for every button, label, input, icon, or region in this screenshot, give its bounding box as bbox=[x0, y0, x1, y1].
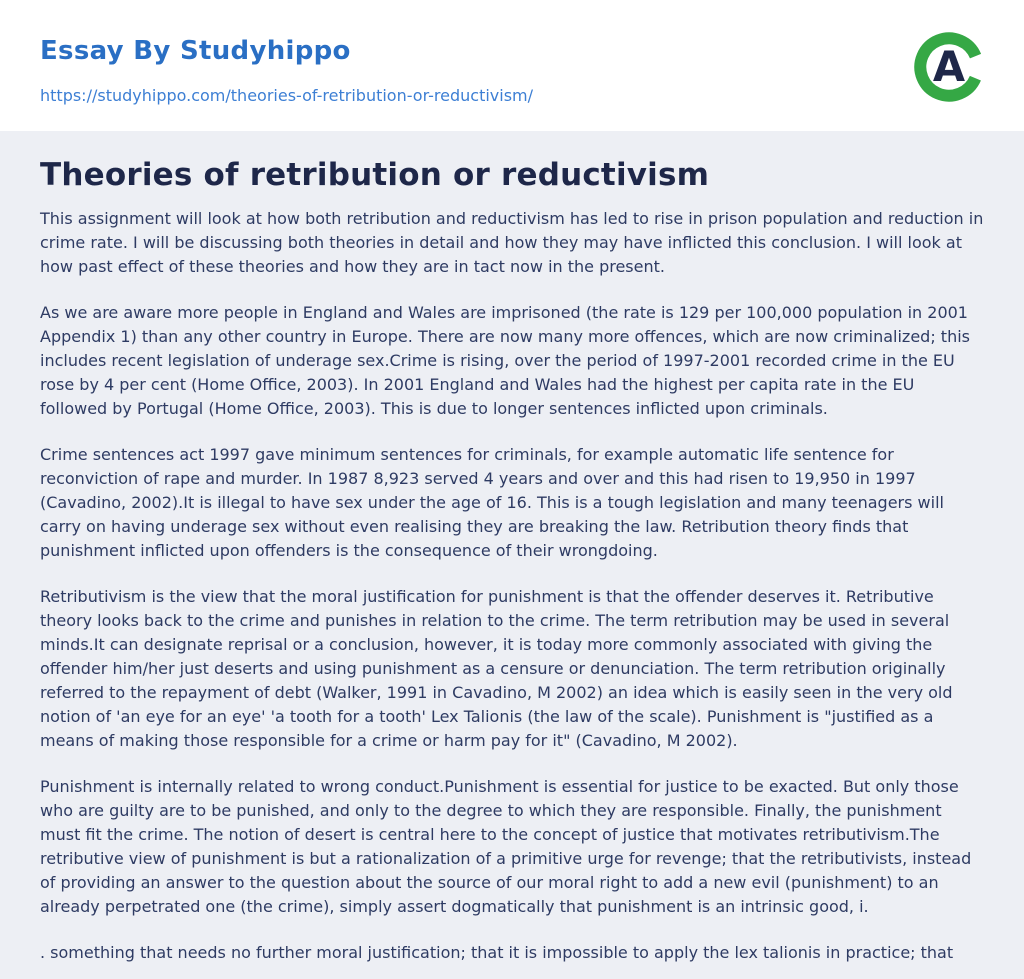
logo-letter: A bbox=[932, 41, 966, 91]
brand-title: Essay By Studyhippo bbox=[40, 36, 351, 66]
header-text-block bbox=[40, 30, 533, 105]
studyhippo-logo-icon bbox=[912, 30, 986, 104]
essay-content bbox=[0, 131, 1024, 965]
essay-paragraph-3: Crime sentences act 1997 gave minimum sentences for criminals, for example automatic life sentence for reconviction of rape and murder. In 1987 8,923 served 4 years and over and this had risen to 19,950 in 1997 (Cavadino, 2002).It is illegal to have sex under the age of 16. This is a tough legislation and many teenagers will carry on having underage sex without even realising they are breaking the law. Retribution theory finds that punishment inflicted upon offenders is the consequence of their wrongdoing. bbox=[40, 445, 944, 560]
essay-paragraph-5: Punishment is internally related to wrong conduct.Punishment is essential for justice to be exacted. But only those who are guilty are to be punished, and only to the degree to which they are responsible. Finally, the punishment must fit the crime. The notion of desert is central here to the concept of justice that motivates retributivism.The retributive view of punishment is but a rationalization of a primitive urge for revenge; that the retributivists, instead of providing an answer to the question about the source of our moral right to add a new evil (punishment) to an already perpetrated one (the crime), simply assert dogmatically that punishment is an intrinsic good, i. bbox=[40, 777, 972, 916]
essay-title: Theories of retribution or reductivism bbox=[40, 157, 710, 193]
essay-paragraph-2: As we are aware more people in England and Wales are imprisoned (the rate is 129 per 100,000 population in 2001 Appendix 1) than any other country in Europe. There are now many more offences, which are now criminalized; this includes recent legislation of underage sex.Crime is rising, over the period of 1997-2001 recorded crime in the EU rose by 4 per cent (Home Office, 2003). In 2001 England and Wales had the highest per capita rate in the EU followed by Portugal (Home Office, 2003). This is due to longer sentences inflicted upon criminals. bbox=[40, 303, 970, 418]
essay-paragraph-6: . something that needs no further moral justification; that it is impossible to apply the lex talionis in practice; that bbox=[40, 943, 954, 962]
source-url-link[interactable]: https://studyhippo.com/theories-of-retribution-or-reductivism/ bbox=[40, 86, 534, 105]
essay-paragraph-4: Retributivism is the view that the moral justification for punishment is that the offender deserves it. Retributive theory looks back to the crime and punishes in relation to the crime. The term retribution may be used in several minds.It can designate reprisal or a conclusion, however, it is today more commonly associated with giving the offender him/her just deserts and using punishment as a censure or denunciation. The term retribution originally referred to the repayment of debt (Walker, 1991 in Cavadino, M 2002) an idea which is easily seen in the very old notion of 'an eye for an eye' 'a tooth for a tooth' Lex Talionis (the law of the scale). Punishment is "justified as a means of making those responsible for a crime or harm pay for it" (Cavadino, M 2002). bbox=[40, 587, 953, 750]
essay-paragraph-1: This assignment will look at how both retribution and reductivism has led to rise in prison population and reduction in crime rate. I will be discussing both theories in detail and how they may have inflicted this conclusion. I will look at how past effect of these theories and how they are in tact now in the present. bbox=[40, 209, 984, 276]
page-header bbox=[0, 0, 1024, 131]
